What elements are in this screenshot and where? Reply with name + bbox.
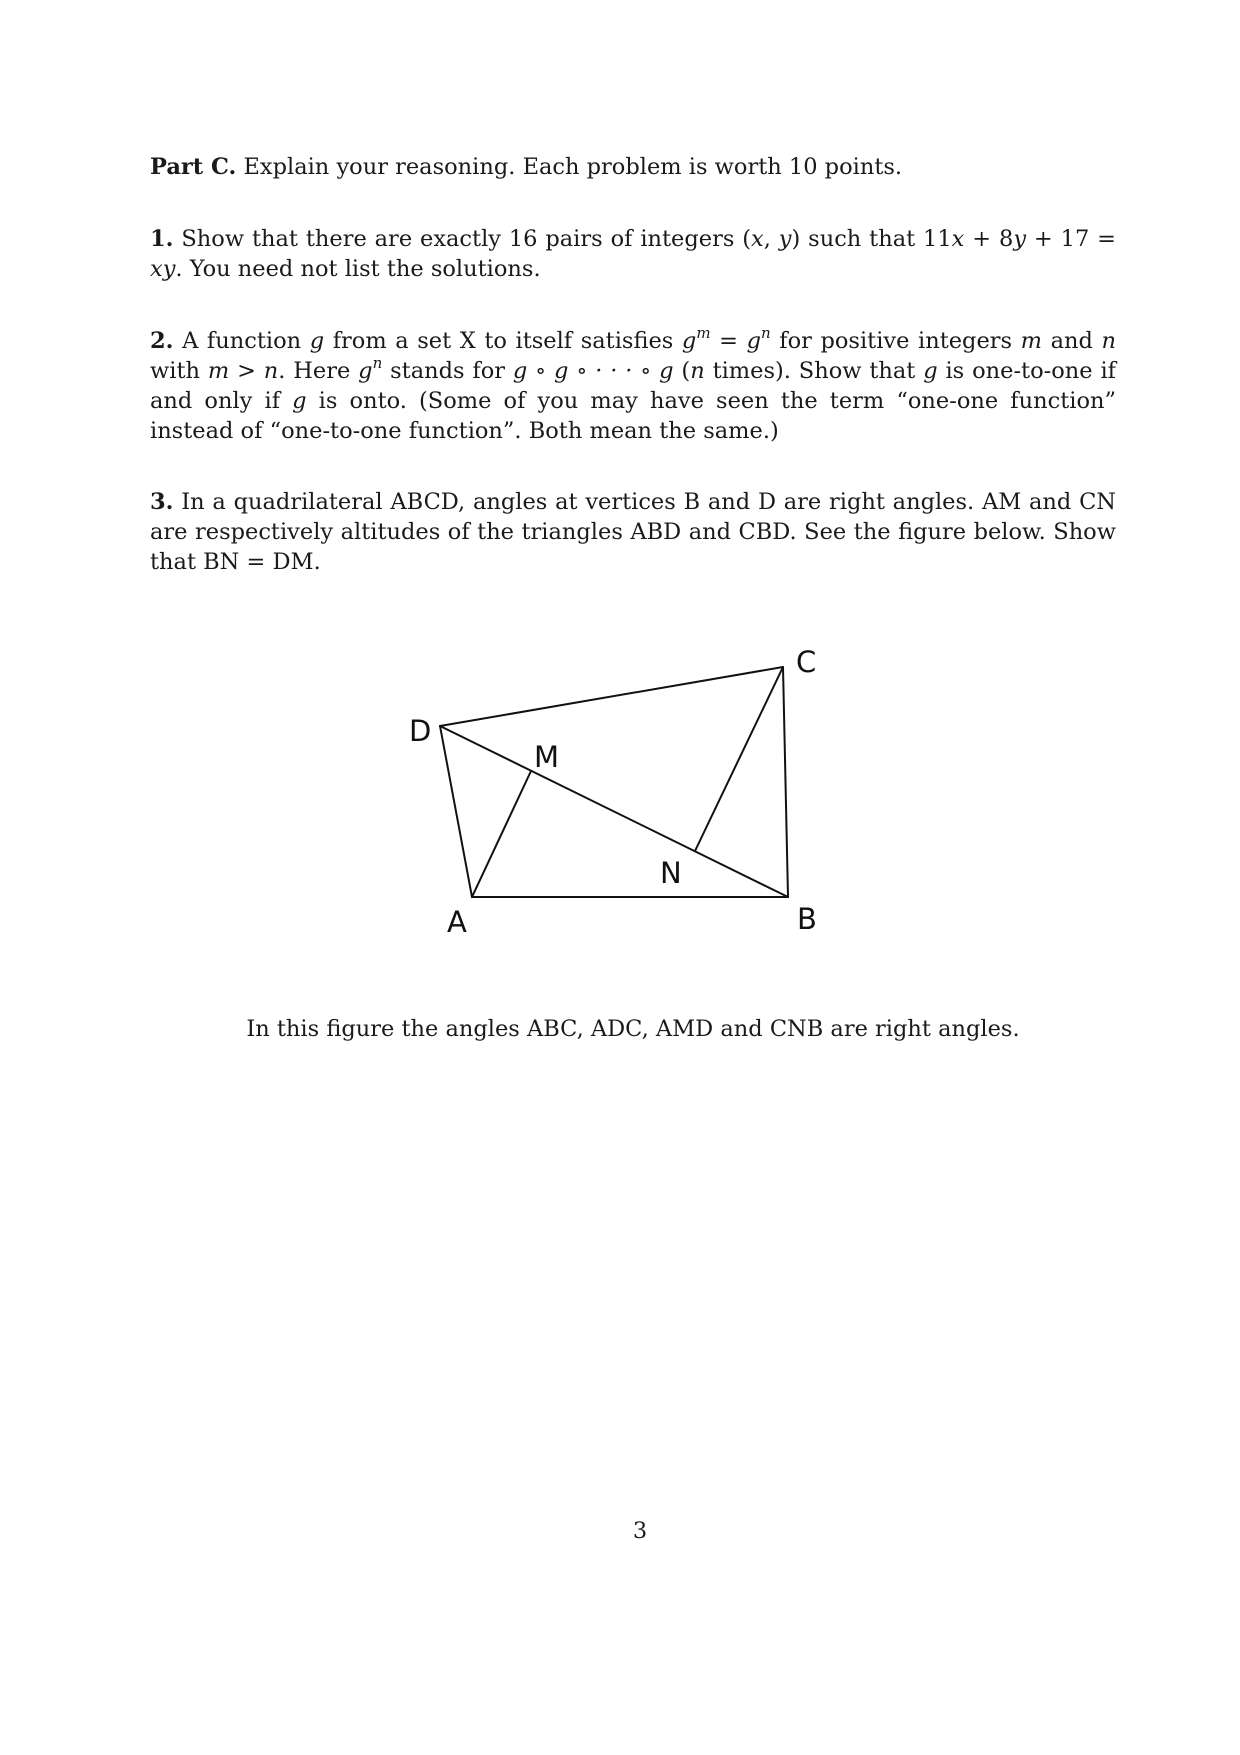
label-n: N [660,856,682,890]
label-c: C [796,645,817,679]
part-c-heading: Part C. [150,154,237,180]
math-var: m [1020,328,1043,354]
problem-2-text: > [229,358,264,384]
math-var: x [751,226,764,252]
problem-2-text: from a set X to itself satisfies [324,328,682,354]
page-number: 3 [632,1518,648,1544]
math-var: g [292,388,307,414]
edge-cb [783,667,788,897]
math-var: x [951,226,965,252]
problem-1-number: 1. [150,226,174,252]
math-var: n [263,358,279,384]
math-var: g [746,328,761,354]
altitude-am [472,771,531,897]
problem-1-text: . You need not list the solutions. [175,256,541,282]
label-m: M [534,740,560,774]
problem-2-text: for positive integers [770,328,1021,354]
figure-caption: In this figure the angles ABC, ADC, AMD and CNB are right angles. [246,1016,1020,1042]
edge-da [440,726,472,897]
problem-1-text: + 17 = [1026,226,1117,252]
edge-dc [440,667,783,726]
altitude-cn [695,667,783,851]
problem-2-number: 2. [150,328,174,354]
problem-1-text: , [763,226,779,252]
problem-1-text: + 8 [964,226,1014,252]
problem-2-text: . Here [278,358,359,384]
problem-2-text: ( [673,358,691,384]
math-var: y [1013,226,1027,252]
math-exponent: n [372,353,383,372]
problem-2-text: = [710,328,747,354]
math-composition: g ∘ g ∘ · · · ∘ g [512,358,674,384]
problem-2-text: with [150,358,208,384]
math-var: y [778,226,792,252]
math-exponent: n [761,323,771,342]
problem-3-text: In a quadrilateral ABCD, angles at vertices B and D are right angles. AM and CN are respectively altitudes of the triangles ABD and CBD. See the figure below. Show that BN = DM. [150,489,1116,575]
math-var: g [923,358,938,384]
math-var: g [681,328,697,354]
problem-2-text: times). Show that [704,358,924,384]
diagonal-db [440,726,788,897]
label-b: B [797,902,817,936]
problem-1-text: ) such that 11 [791,226,952,252]
math-var: n [690,358,705,384]
math-var: xy [150,256,176,282]
problem-2-text: is one-to-one if and only if [150,358,1116,414]
math-var: n [1101,328,1116,354]
problem-2-text: is onto. (Some of you may have seen the term “one-one function” instead of “one-to-one function”. Both mean the same.) [150,388,1116,444]
math-var: g [309,328,325,354]
problem-2-text: A function [182,328,310,354]
problem-2-text: stands for [382,358,513,384]
problem-3-number: 3. [150,489,174,515]
label-a: A [447,905,467,939]
math-var: g [358,358,373,384]
label-d: D [409,714,432,748]
part-c-intro: Explain your reasoning. Each problem is worth 10 points. [243,154,903,180]
problem-2-text: and [1042,328,1102,354]
problem-1-text: Show that there are exactly 16 pairs of integers ( [181,226,752,252]
math-exponent: m [696,323,711,342]
math-var: m [207,358,230,384]
